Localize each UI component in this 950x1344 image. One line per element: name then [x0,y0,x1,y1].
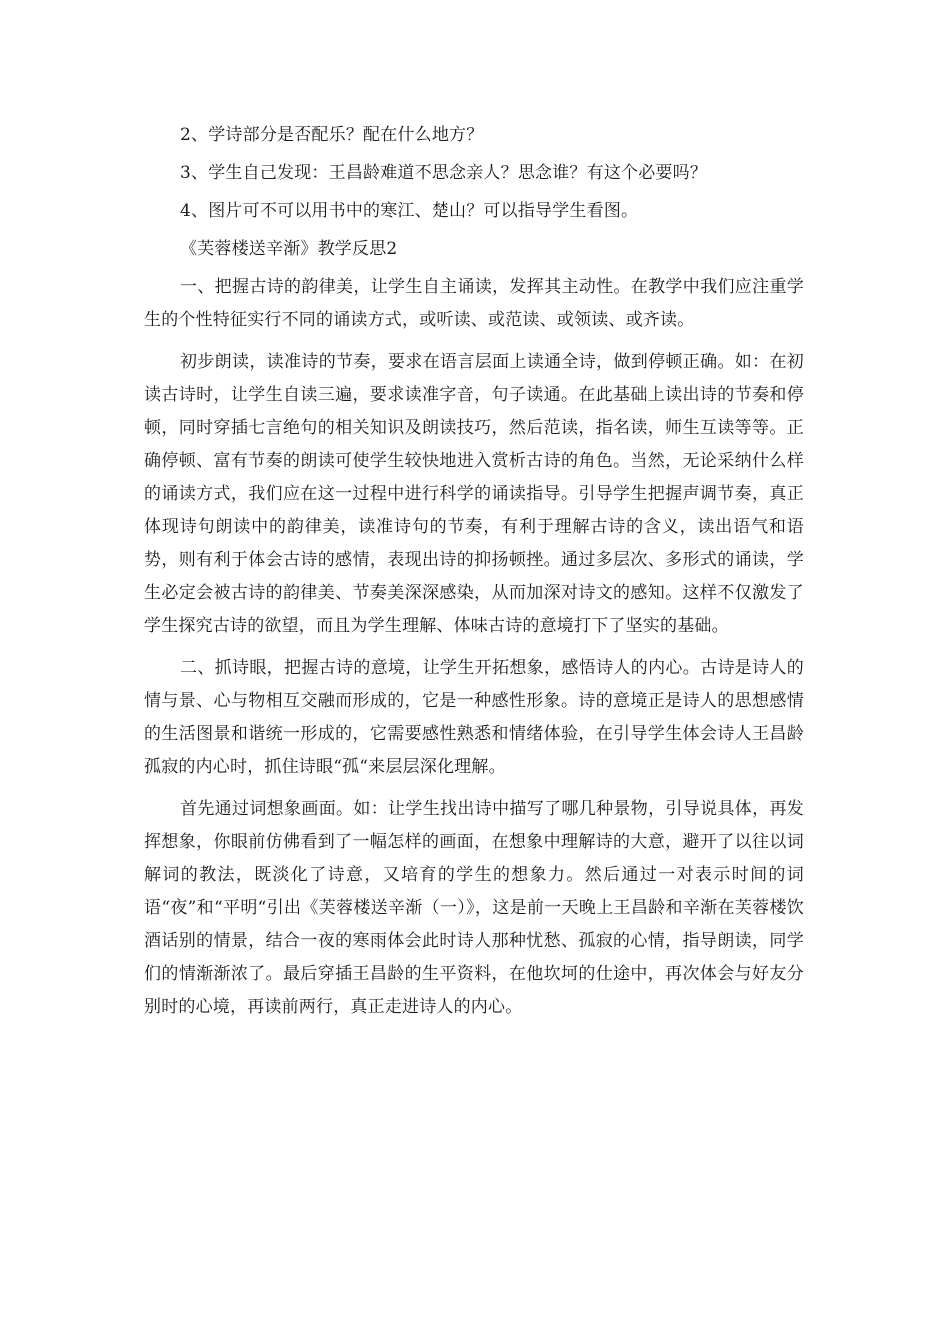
question-item-2: 2、学诗部分是否配乐？配在什么地方？ [180,125,484,145]
question-item-3: 3、学生自己发现：王昌龄难道不思念亲人？思念谁？有这个必要吗？ [180,163,708,183]
document-body [144,119,804,1033]
section-title: 《芙蓉楼送辛渐》教学反思2 [180,239,398,259]
paragraph-rhythm: 一、把握古诗的韵律美，让学生自主诵读，发挥其主动性。在教学中我们应注重学生的个性特征实行不同的诵读方式，或听读、或范读、或领读、或齐读。 [144,277,804,330]
paragraph-imagination: 首先通过词想象画面。如：让学生找出诗中描写了哪几种景物，引导说具体，再发挥想象，你眼前仿佛看到了一幅怎样的画面，在想象中理解诗的大意，避开了以往以词解词的教法，既淡化了诗意，又培育的学生的想象力。然后通过一对表示时间的词语“夜”和“平明“引出《芙蓉楼送辛渐（一）》，这是前一天晚上王昌龄和辛渐在芙蓉楼饮酒话别的情景，结合一夜的寒雨体会此时诗人那种忧愁、孤寂的心情，指导朗读，同学们的情渐渐浓了。最后穿插王昌龄的生平资料，在他坎坷的仕途中，再次体会与好友分别时的心境，再读前两行，真正走进诗人的内心。 [144,799,804,1017]
question-item-4: 4、图片可不可以用书中的寒江、楚山？可以指导学生看图。 [180,201,639,221]
paragraph-initial-reading: 初步朗读，读准诗的节奏，要求在语言层面上读通全诗，做到停顿正确。如：在初读古诗时，让学生自读三遍，要求读准字音，句子读通。在此基础上读出诗的节奏和停顿，同时穿插七言绝句的相关知识及朗读技巧，然后范读，指名读，师生互读等等。正确停顿、富有节奏的朗读可使学生较快地进入赏析古诗的角色。当然，无论采纳什么样的诵读方式，我们应在这一过程中进行科学的诵读指导。引导学生把握声调节奏，真正体现诗句朗读中的韵律美，读准诗句的节奏，有利于理解古诗的含义，读出语气和语势，则有利于体会古诗的感情，表现出诗的抑扬顿挫。通过多层次、多形式的诵读，学生必定会被古诗的韵律美、节奏美深深感染，从而加深对诗文的感知。这样不仅激发了学生探究古诗的欲望，而且为学生理解、体味古诗的意境打下了坚实的基础。 [144,352,804,636]
paragraph-poem-eye: 二、抓诗眼，把握古诗的意境，让学生开拓想象，感悟诗人的内心。古诗是诗人的情与景、心与物相互交融而形成的，它是一种感性形象。诗的意境正是诗人的思想感情的生活图景和谐统一形成的，它需要感性熟悉和情绪体验，在引导学生体会诗人王昌龄孤寂的内心时，抓住诗眼“孤“来层层深化理解。 [144,658,804,777]
